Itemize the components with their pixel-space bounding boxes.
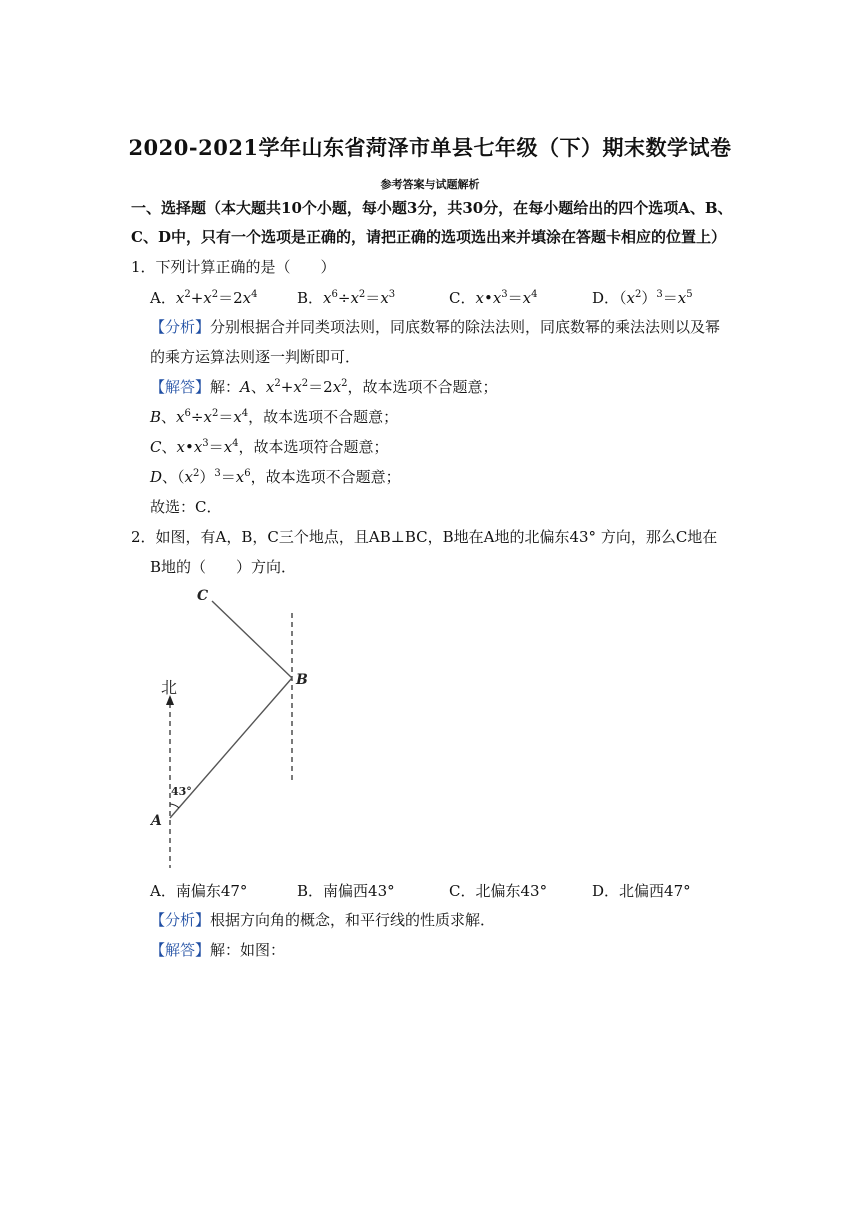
q1-analysis-cont: 的乘方运算法则逐一判断即可．: [150, 348, 361, 366]
q1-answer-c: C、$x•x^3=x^4$，故本选项符合题意；: [150, 438, 389, 456]
section-heading-line1: 一、选择题（本大题共10个小题，每小题3分，共30分，在每小题给出的四个选项A、B、: [131, 199, 733, 217]
q1-choose: 故选：C．: [150, 498, 222, 516]
page-subtitle: 参考答案与试题解析: [380, 178, 480, 191]
q2-analysis-tag: 【分析】: [150, 911, 211, 929]
q1-analysis-tag: 【分析】: [150, 318, 211, 336]
q2-option-d: D．北偏西47°: [592, 882, 691, 900]
q2-answer-tag: 【解答】: [150, 941, 211, 959]
angle-label: 43°: [171, 785, 192, 798]
label-b: B: [296, 672, 308, 688]
q2-stem-line1: 2．如图，有A，B，C三个地点，且AB⊥BC，B地在A地的北偏东43° 方向，那么C地在: [131, 528, 718, 546]
q1-analysis: [150, 317, 720, 337]
page-title: 2020-2021学年山东省菏泽市单县七年级（下）期末数学试卷: [128, 135, 732, 160]
q1-answer-a: 【解答】解：A、$x^2+x^2=2x^2$，故本选项不合题意；: [150, 378, 498, 396]
q2-answer: [150, 940, 285, 960]
q2-option-a: A．南偏东47°: [150, 882, 248, 900]
q2-option-b: B．南偏西43°: [297, 882, 395, 900]
label-a: A: [151, 813, 162, 829]
q1-option-d: D．$(x^2)^3=x^5$: [592, 289, 693, 307]
q1-option-a: A．$x^2+x^2=2x^4$: [150, 289, 258, 307]
label-north: 北: [161, 678, 178, 697]
q2-answer-text: 解：如图：: [210, 941, 286, 959]
q1-stem: 1．下列计算正确的是（ ）: [131, 258, 336, 276]
segment-bc: [212, 601, 292, 678]
q1-analysis-text1: 分别根据合并同类项法则，同底数幂的除法法则，同底数幂的乘法法则以及幂: [210, 318, 721, 336]
q1-answer-b: B、$x^6\div x^2=x^4$，故本选项不合题意；: [150, 408, 399, 426]
q2-analysis-text: 根据方向角的概念，和平行线的性质求解．: [210, 911, 496, 929]
q1-option-b: B．$x^6\div x^2=x^3$: [297, 289, 396, 307]
q1-answer-lead: 解：: [210, 378, 241, 396]
section-heading-line2: C、D中，只有一个选项是正确的，请把正确的选项选出来并填涂在答题卡相应的位置上）: [131, 228, 726, 246]
angle-arc: [170, 804, 179, 808]
q2-option-c: C．北偏东43°: [449, 882, 548, 900]
label-c: C: [197, 588, 209, 604]
q1-option-c: C．$x•x^3=x^4$: [449, 289, 538, 307]
q2-stem-line2: B地的（ ）方向．: [150, 558, 297, 576]
q1-answer-d: D、$(x^2)^3=x^6$，故本选项不合题意；: [150, 468, 401, 486]
q2-figure: [145, 583, 315, 873]
q2-analysis: [150, 910, 495, 930]
q1-answer-tag: 【解答】: [150, 378, 211, 396]
